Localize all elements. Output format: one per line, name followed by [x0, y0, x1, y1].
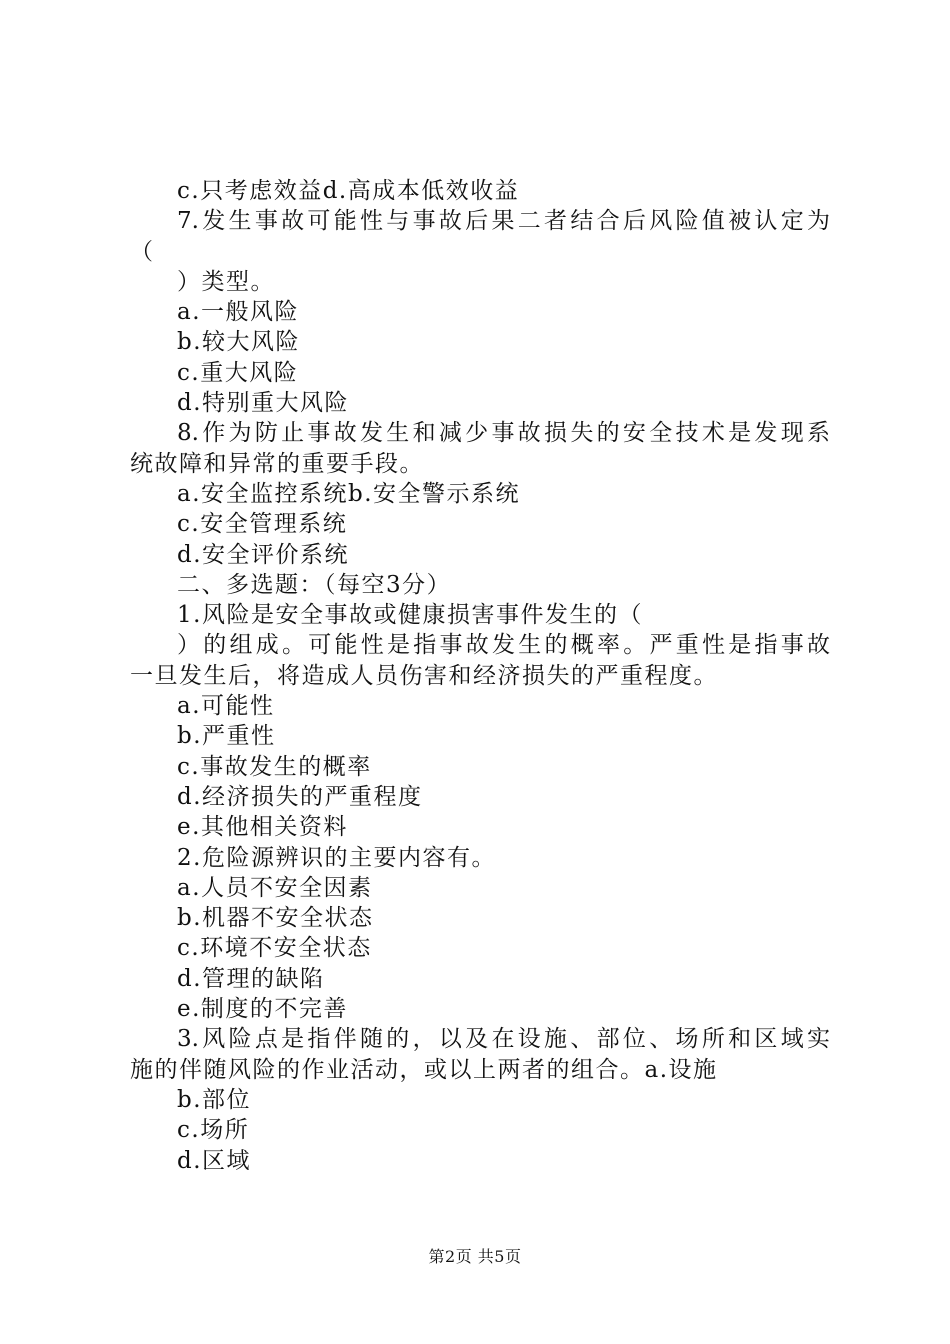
question-1-line-3: 一旦发生后，将造成人员伤害和经济损失的严重程度。 [130, 662, 718, 689]
option-line: c.只考虑效益d.高成本低效收益 [177, 178, 520, 204]
option-c: c.场所 [177, 1117, 250, 1144]
question-1-line-2: ）的组成。可能性是指事故发生的概率。严重性是指事故 [177, 632, 830, 659]
option-b: b.严重性 [177, 723, 276, 750]
option-a: a.可能性 [177, 693, 275, 720]
option-c: c.事故发生的概率 [177, 753, 372, 780]
option-a: a.一般风险 [177, 299, 300, 326]
question-1-line-1: 1.风险是安全事故或健康损害事件发生的（ [177, 602, 643, 629]
option-c: c.环境不安全状态 [177, 935, 372, 962]
option-line: a.安全监控系统b.安全警示系统 [177, 480, 521, 507]
question-3-line-2: 施的伴随风险的作业活动，或以上两者的组合。a.设施 [130, 1056, 718, 1083]
option-c: c.重大风险 [177, 359, 299, 386]
question-3-line-1: 3.风险点是指伴随的，以及在设施、部位、场所和区域实 [177, 1026, 830, 1053]
option-a: a.人员不安全因素 [177, 874, 373, 901]
question-8-line-1: 8.作为防止事故发生和减少事故损失的安全技术是发现系 [177, 420, 830, 447]
option-d: d.区域 [177, 1147, 252, 1174]
option-c: c.安全管理系统 [177, 511, 348, 538]
question-7-line-1: 7.发生事故可能性与事故后果二者结合后风险值被认定为 [177, 208, 830, 235]
option-e: e.其他相关资料 [177, 814, 348, 841]
option-d: d.安全评价系统 [177, 541, 350, 568]
question-8-line-2: 统故障和异常的重要手段。 [130, 450, 424, 477]
option-b: b.部位 [177, 1086, 252, 1113]
option-d: d.经济损失的严重程度 [177, 783, 423, 810]
option-e: e.制度的不完善 [177, 996, 348, 1023]
option-b: b.机器不安全状态 [177, 905, 374, 932]
option-d: d.特别重大风险 [177, 390, 350, 417]
question-2-line: 2.危险源辨识的主要内容有。 [177, 844, 496, 871]
section-heading: 二、多选题：（每空3分） [177, 571, 452, 598]
document-body [130, 176, 830, 1176]
page-footer: 第2页 共5页 [428, 1247, 522, 1266]
question-7-line-2: （ [130, 238, 155, 265]
option-d: d.管理的缺陷 [177, 965, 325, 992]
question-7-line-3: ）类型。 [177, 268, 275, 295]
option-b: b.较大风险 [177, 329, 301, 356]
